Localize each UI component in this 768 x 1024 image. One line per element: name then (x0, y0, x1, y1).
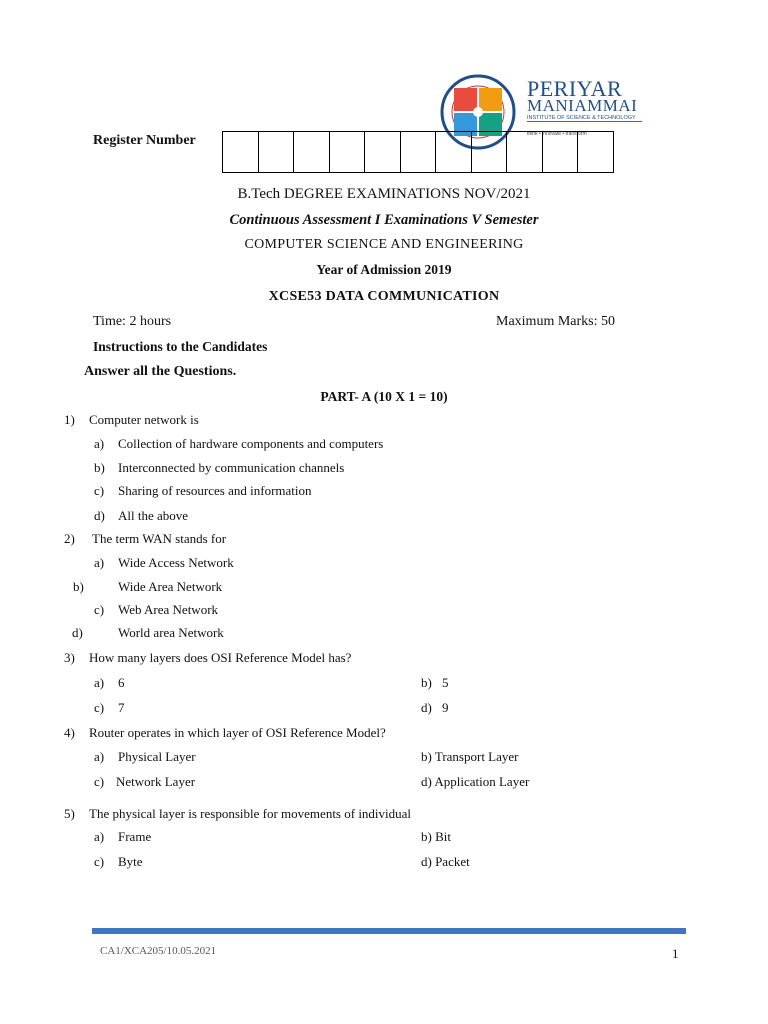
option-label: b) (421, 675, 432, 690)
option-text: Wide Access Network (118, 555, 234, 570)
question-number: 4) (64, 725, 75, 740)
option-text: Physical Layer (118, 749, 196, 764)
option-label: b) (73, 579, 84, 594)
option-label: c) (94, 700, 105, 715)
logo-name-line1: PERIYAR (527, 76, 623, 101)
option-label: d) (421, 700, 432, 715)
instructions-heading: Instructions to the Candidates (93, 339, 268, 354)
option-text: b) Bit (421, 829, 451, 844)
exam-duration: Time: 2 hours (93, 314, 172, 329)
option-label: a) (94, 436, 105, 451)
option-text: All the above (118, 508, 189, 523)
register-digit-box[interactable] (472, 132, 508, 172)
option-text: 9 (442, 700, 449, 715)
option-text: b) Transport Layer (421, 749, 519, 764)
logo-tagline: think • innovate • transform (527, 131, 587, 137)
register-digit-box[interactable] (543, 132, 579, 172)
logo-name-line3: INSTITUTE OF SCIENCE & TECHNOLOGY (527, 115, 636, 121)
register-digit-box[interactable] (401, 132, 437, 172)
option-label: b) (94, 460, 105, 475)
option-label: a) (94, 749, 105, 764)
page-number: 1 (672, 946, 679, 961)
assessment-title: Continuous Assessment I Examinations V Semester (229, 212, 539, 228)
register-digit-box[interactable] (436, 132, 472, 172)
option-text: Network Layer (116, 774, 196, 789)
question-number: 2) (64, 531, 75, 546)
question-text: How many layers does OSI Reference Model has? (89, 650, 352, 665)
register-digit-box[interactable] (330, 132, 366, 172)
question-text: Computer network is (89, 412, 199, 427)
option-text: Wide Area Network (118, 579, 223, 594)
admission-year: Year of Admission 2019 (316, 262, 452, 277)
option-label: c) (94, 774, 105, 789)
option-label: c) (94, 602, 105, 617)
option-label: c) (94, 483, 105, 498)
register-digit-box[interactable] (259, 132, 295, 172)
register-digit-box[interactable] (223, 132, 259, 172)
option-label: d) (72, 625, 83, 640)
course-title: XCSE53 DATA COMMUNICATION (268, 289, 500, 304)
option-text: Web Area Network (118, 602, 219, 617)
option-text: Sharing of resources and information (118, 483, 312, 498)
question-text: The physical layer is responsible for movements of individual (89, 806, 412, 821)
option-label: a) (94, 555, 105, 570)
register-number-boxes[interactable] (222, 131, 614, 173)
answer-all-instruction: Answer all the Questions. (84, 364, 237, 379)
register-digit-box[interactable] (578, 132, 613, 172)
register-digit-box[interactable] (507, 132, 543, 172)
question-text: The term WAN stands for (92, 531, 227, 546)
option-text: d) Packet (421, 854, 470, 869)
question-number: 5) (64, 806, 75, 821)
option-text: d) Application Layer (421, 774, 530, 789)
department-title: COMPUTER SCIENCE AND ENGINEERING (244, 237, 524, 252)
option-label: d) (94, 508, 105, 523)
option-label: c) (94, 854, 105, 869)
option-text: World area Network (118, 625, 224, 640)
question-text: Router operates in which layer of OSI Reference Model? (89, 725, 386, 740)
option-text: 7 (118, 700, 125, 715)
logo-divider (527, 121, 642, 122)
register-digit-box[interactable] (365, 132, 401, 172)
option-label: a) (94, 675, 105, 690)
option-label: a) (94, 829, 105, 844)
part-a-heading: PART- A (10 X 1 = 10) (320, 389, 448, 404)
logo-name-line2: MANIAMMAI (527, 96, 638, 115)
option-text: 5 (442, 675, 449, 690)
option-text: Frame (118, 829, 152, 844)
question-number: 1) (64, 412, 75, 427)
register-digit-box[interactable] (294, 132, 330, 172)
question-number: 3) (64, 650, 75, 665)
register-number-label: Register Number (93, 133, 196, 148)
exam-title: B.Tech DEGREE EXAMINATIONS NOV/2021 (237, 186, 531, 202)
option-text: 6 (118, 675, 125, 690)
option-text: Byte (118, 854, 143, 869)
footer-bar (92, 928, 686, 934)
maximum-marks: Maximum Marks: 50 (496, 314, 615, 329)
option-text: Interconnected by communication channels (118, 460, 345, 475)
footer-code: CA1/XCA205/10.05.2021 (100, 945, 217, 957)
option-text: Collection of hardware components and computers (118, 436, 384, 451)
